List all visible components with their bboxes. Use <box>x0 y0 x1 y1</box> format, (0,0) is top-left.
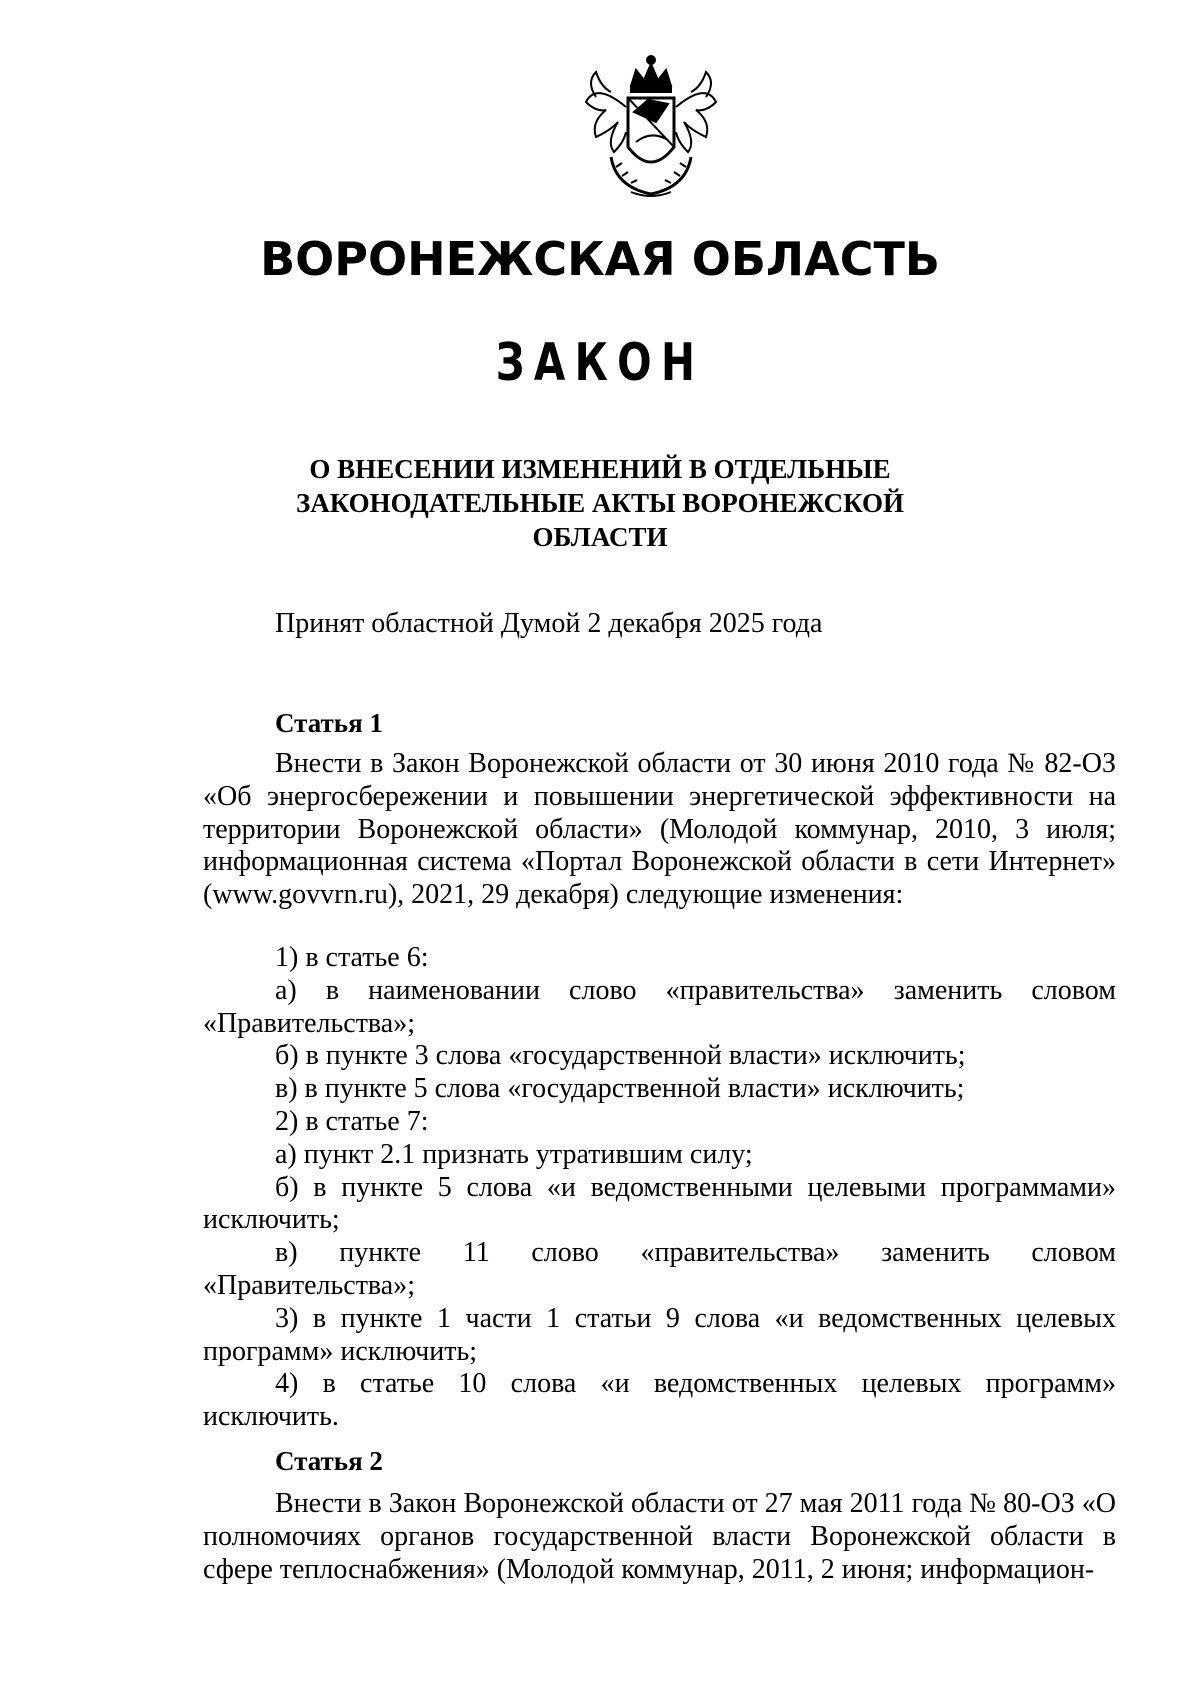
document-title-line: ОБЛАСТИ <box>532 522 668 552</box>
list-item: а) в наименовании слово «правительства» заменить словом «Правительства»; <box>203 974 1116 1039</box>
list-item: 3) в пункте 1 части 1 статьи 9 слова «и ведомственных целевых программ» исключить; <box>203 1302 1116 1367</box>
article-1-heading: Статья 1 <box>275 708 383 738</box>
document-title <box>250 452 950 554</box>
article-1-intro: Внести в Закон Воронежской области от 30 июня 2010 года № 82-ОЗ «Об энергосбережении и повышении энергетической эффективности на территории Воронежской области» (Молодой коммунар, 2010, 3 июля; информационная система «Портал Воронежской области в сети Интернет» (www.govvrn.ru), 2021, 29 декабря) следующие изменения: <box>203 748 1116 911</box>
list-item: в) пункте 11 слово «правительства» заменить словом «Правительства»; <box>203 1237 1116 1301</box>
article-2-intro: Внести в Закон Воронежской области от 27 мая 2011 года № 80-ОЗ «О полномочиях органов государственной власти Воронежской области в сфере теплоснабжения» (Молодой коммунар, 2011, 2 июня; информацион- <box>203 1488 1116 1585</box>
coat-of-arms-icon <box>576 52 726 202</box>
law-title: ЗАКОН <box>495 333 705 393</box>
list-item: 2) в статье 7: <box>275 1105 429 1137</box>
article-2-heading: Статья 2 <box>275 1446 383 1476</box>
list-item: б) в пункте 5 слова «и ведомственными целевыми программами» исключить; <box>203 1171 1116 1236</box>
adoption-date: Принят областной Думой 2 декабря 2025 года <box>275 608 823 639</box>
list-item: 4) в статье 10 слова «и ведомственных целевых программ» исключить. <box>203 1368 1116 1433</box>
list-item: в) в пункте 5 слова «государственной власти» исключить; <box>275 1073 965 1105</box>
article-1-body <box>203 748 1116 1434</box>
document-title-line: ЗАКОНОДАТЕЛЬНЫЕ АКТЫ ВОРОНЕЖСКОЙ <box>295 488 905 518</box>
list-item: б) в пункте 3 слова «государственной власти» исключить; <box>275 1040 966 1072</box>
list-item: 1) в статье 6: <box>275 941 429 973</box>
region-title: ВОРОНЕЖСКАЯ ОБЛАСТЬ <box>260 232 940 286</box>
list-item: а) пункт 2.1 признать утратившим силу; <box>275 1138 753 1170</box>
document-title-line: О ВНЕСЕНИИ ИЗМЕНЕНИЙ В ОТДЕЛЬНЫЕ <box>309 454 891 484</box>
article-2-body <box>203 1488 1116 1586</box>
